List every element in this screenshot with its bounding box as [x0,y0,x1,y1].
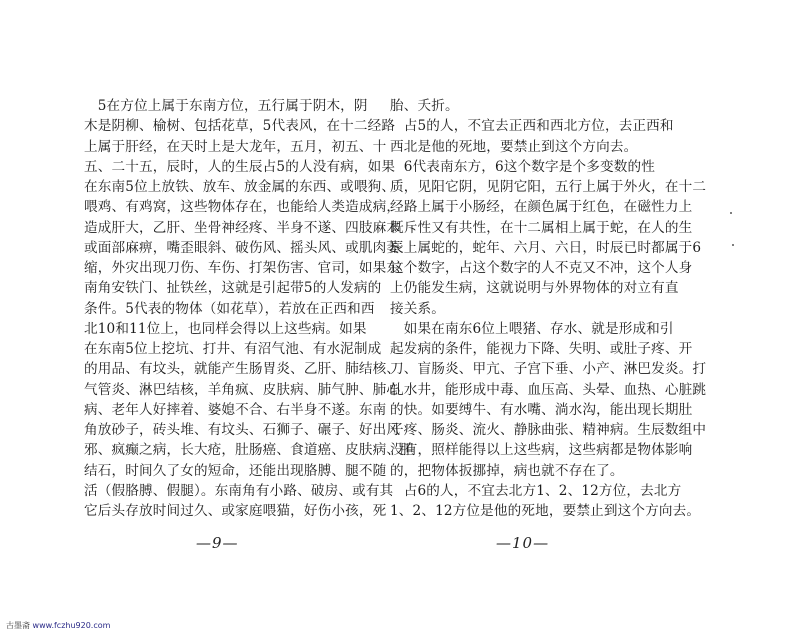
text-line: 5在方位上属于东南方位，五行属于阴木，阴 [84,98,368,114]
text-line: 西北是他的死地，要禁止到这个方向去。 [390,138,638,155]
text-line: 活（假胳膊、假腿）。东南角有小路、破房、或有其 [84,482,394,499]
watermark-url: www.fczhu920.com [32,621,111,630]
text-line: 上仍能发生病，这就说明与外界物体的对立有直 [390,280,679,297]
scan-speck [732,244,734,246]
text-line: 轧水井，能形成中毒、血压高、头晕、血热、心脏跳 [390,381,707,398]
text-line: 条件。5代表的物体（如花草），若放在正西和西 [84,300,375,317]
text-line: 如果在南东6位上喂猪、存水、就是形成和引 [390,320,674,337]
text-line: 的，把物体扳挪掉，病也就不存在了。 [390,462,624,479]
watermark-label: 古墨斋 [6,621,30,630]
text-line: 胎、夭折。 [390,98,459,114]
text-line: 邪、疯癫之病，长大疮，肚肠癌、食道癌、皮肤病、胆 [84,442,414,459]
text-line: 没有，照样能得以上这些病，这些病都是物体影响 [390,442,693,459]
scan-speck [730,212,732,214]
text-line: 缩，外灾出现刀伤、车伤、打架伤害、官司，如果东 [84,260,401,276]
text-line: 占6的人，不宜去北方1、2、12方位，去北方 [390,482,682,499]
text-line: 刀、盲肠炎、甲亢、子宫下垂、小产、淋巴发炎。打 [390,361,707,378]
text-line: 南角安铁门、扯铁丝，这就是引起带5的人发病的 [84,280,382,297]
text-line: 喂鸡、有鸡窝，这些物体存在，也能给人类造成病， [84,199,401,216]
left-page-number: —9— [196,534,239,552]
text-line: 辰上属蛇的，蛇年、六月、六日，时辰已时都属于6 [390,239,702,256]
text-line: 6代表南东方，6这个数字是个多变数的性 [390,158,655,175]
text-line: 造成肝大，乙肝、坐骨神经疼、半身不遂、四肢麻木 [84,219,401,236]
text-line: 五、二十五，辰时，人的生辰占5的人没有病，如果 [84,158,396,175]
text-line: 结石，时间久了女的短命，还能出现胳膊、腿不随 [84,462,387,479]
text-line: 它后头存放时间过久、或家庭喂猫，好伤小孩，死 [84,503,387,519]
text-line: 的用品、有坟头，就能产生肠胃炎、乙肝、肺结核、 [84,361,401,378]
text-line: 在东南5位上挖坑、打井、有沼气池、有水泥制成 [84,341,382,357]
text-line: 子疼、肠炎、流火、静脉曲张、精神病。生辰数组中 [390,422,707,438]
text-line: 或面部麻痹，嘴歪眼斜、破伤风、摇头风、或肌肉萎 [84,239,401,256]
text-line: 病、老年人好摔着、婆媳不合、右半身不遂。东南 [84,401,387,418]
left-page-text [84,96,414,521]
text-line: 在东南5位上放铁、放车、放金属的东西、或喂狗、 [84,179,396,195]
text-line: 上属于肝经，在天时上是大龙年，五月，初五、十 [84,138,387,155]
text-line: 起发病的条件，能视力下降、失明、或肚子疼、开 [390,341,693,357]
text-line: 1、2、12方位是他的死地，要禁止到这个方向去。 [390,503,701,519]
text-line: 北10和11位上，也同样会得以上这些病。如果 [84,320,367,337]
text-line: 角放砂子，砖头堆、有坟头、石狮子、碾子、好出风 [84,422,401,438]
text-line: 既斥性又有共性，在十二属相上属于蛇，在人的生 [390,219,693,236]
right-page-text [390,96,707,521]
text-line: 的快。如要缚牛、有水嘴、淌水沟，能出现长期肚 [390,401,693,418]
text-line: 接关系。 [390,300,445,317]
text-line: 经路上属于小肠经，在颜色属于红色，在磁性力上 [390,199,693,216]
right-page-number: —10— [496,534,550,552]
text-line: 占5的人，不宜去正西和西北方位，去正西和 [390,118,674,135]
site-watermark [6,620,110,631]
text-line: 木是阴柳、榆树、包括花草，5代表风，在十二经路 [84,118,396,135]
text-line: 这个数字，占这个数字的人不克又不冲，这个人身 [390,260,693,276]
text-line: 质，见阳它阴，见阴它阳，五行上属于外火，在十二 [390,179,707,195]
text-line: 气管炎、淋巴结核，羊角疯、皮肤病、肺气肿、肺心 [84,381,401,398]
